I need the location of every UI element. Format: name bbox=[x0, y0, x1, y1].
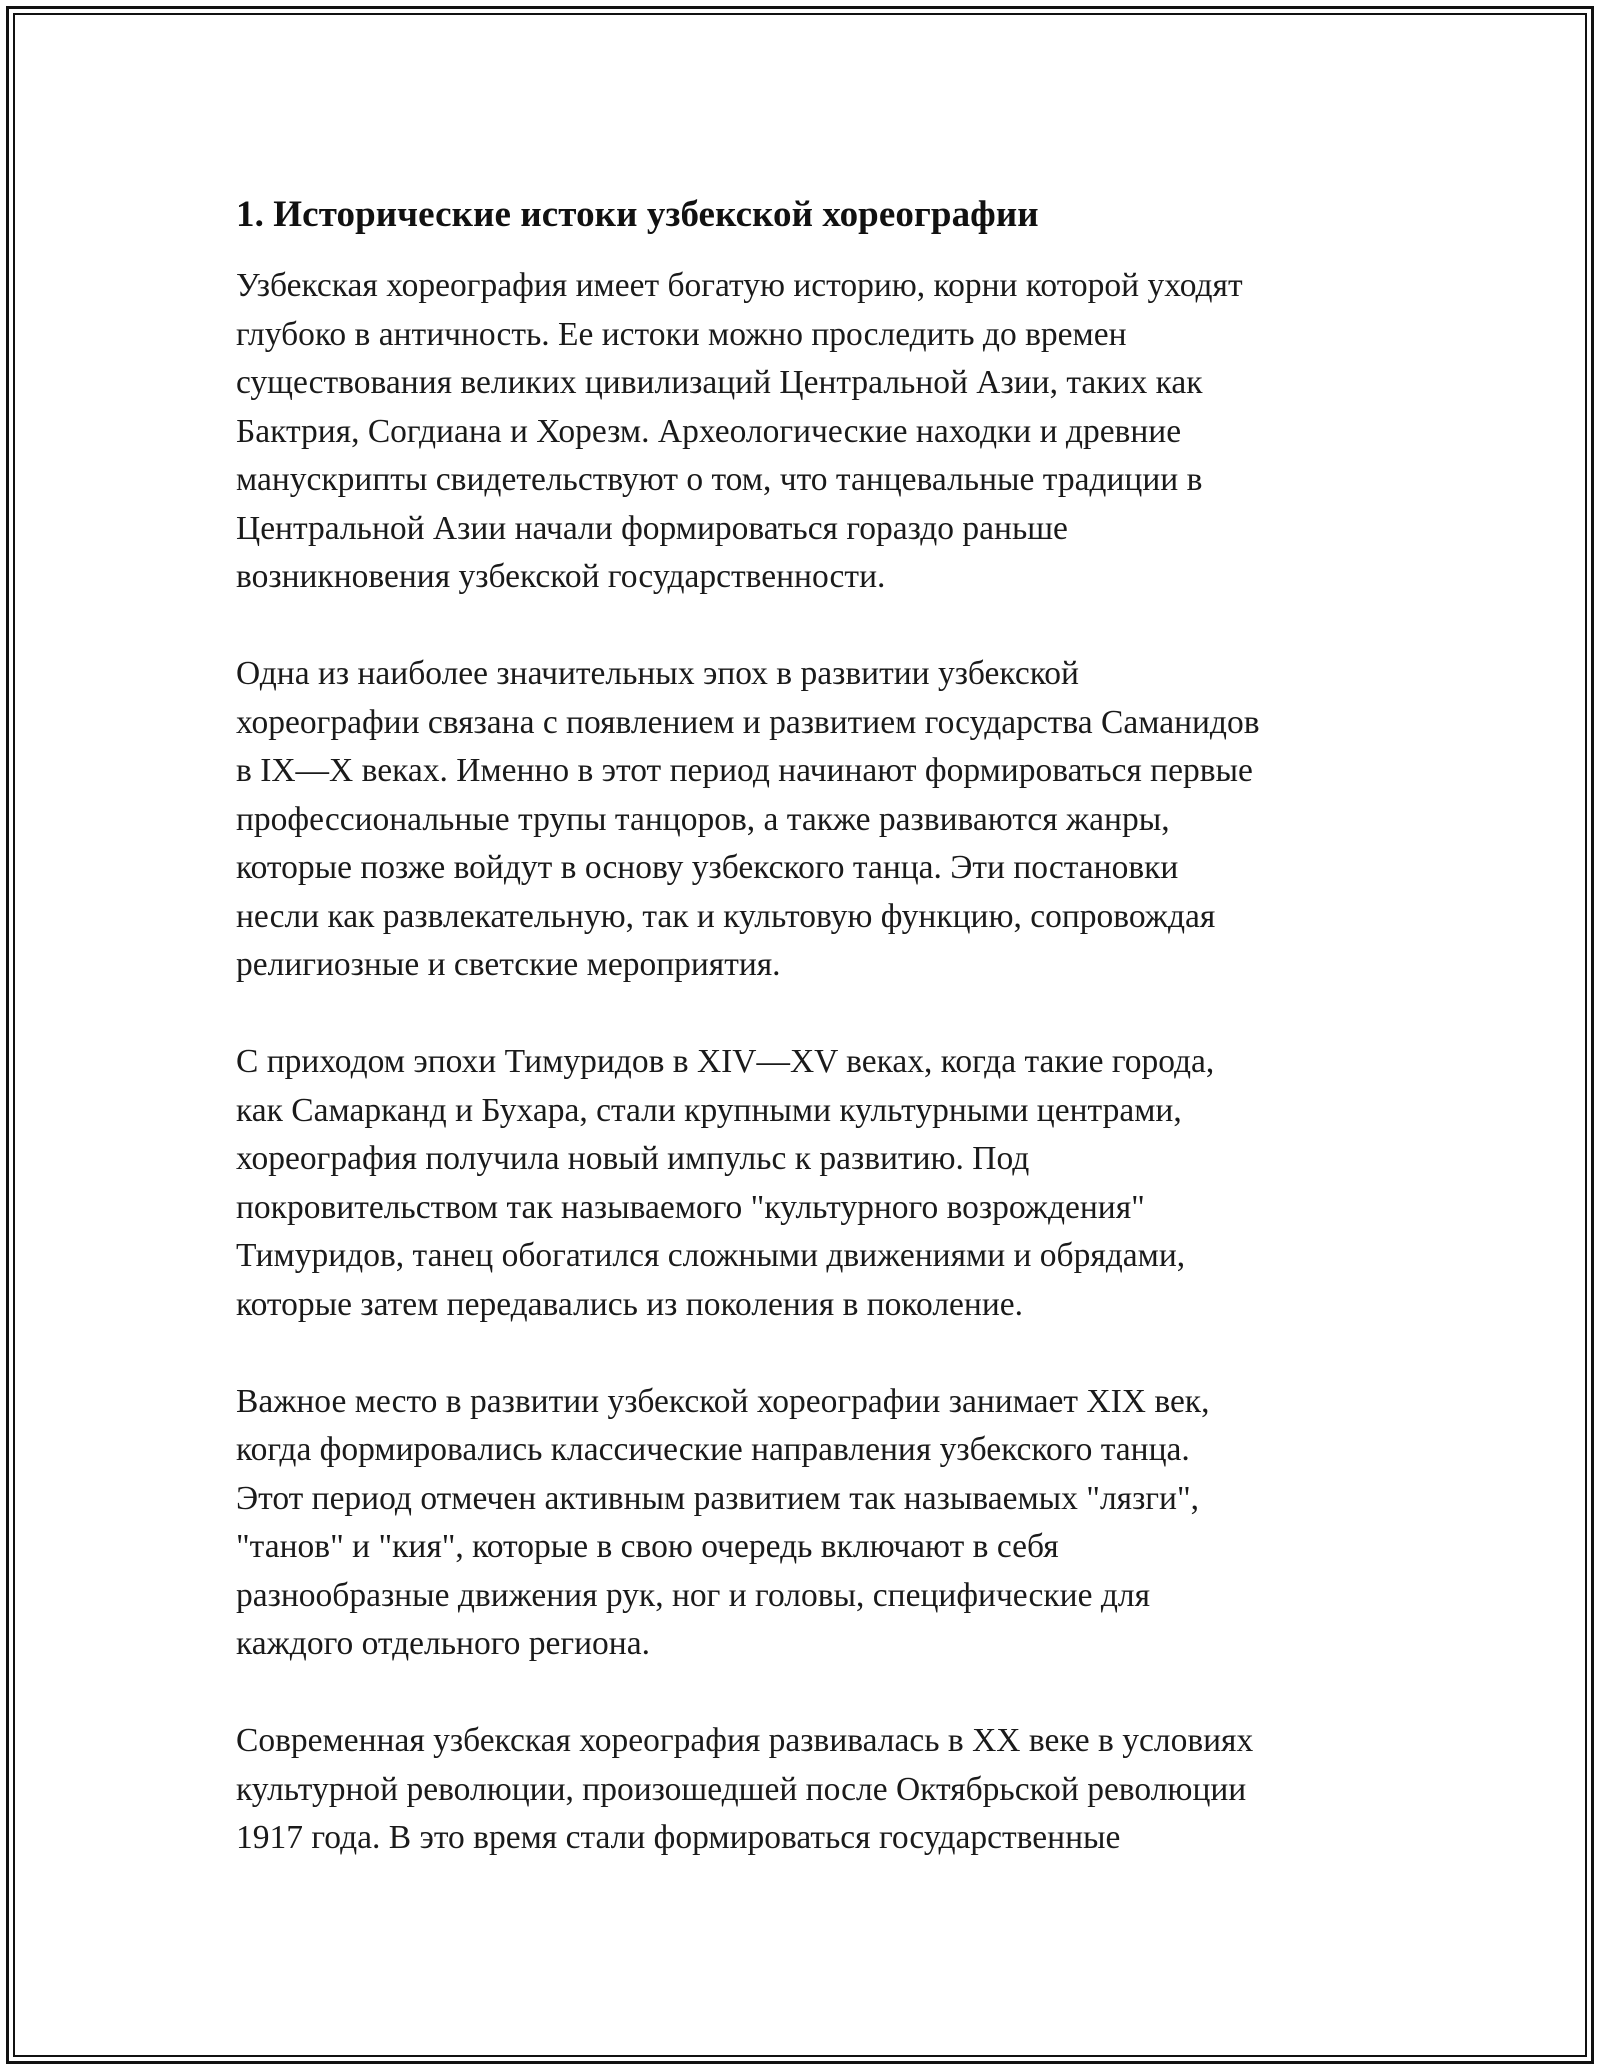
paragraph-line: Центральной Азии начали формироваться гораздо раньше bbox=[236, 509, 1068, 547]
paragraph-line: религиозные и светские мероприятия. bbox=[236, 946, 781, 983]
paragraph-line: хореографии связана с появлением и развитием государства Саманидов bbox=[236, 703, 1260, 741]
paragraph-4 bbox=[236, 1378, 1386, 1669]
paragraph-line: несли как развлекательную, так и культовую функцию, сопровождая bbox=[236, 897, 1216, 935]
paragraph-line: С приходом эпохи Тимуридов в XIV—XV веках, когда такие города, bbox=[236, 1043, 1215, 1080]
paragraph-line: которые позже войдут в основу узбекского танца. Эти постановки bbox=[236, 849, 1179, 886]
paragraph-line: возникновения узбекской государственности. bbox=[236, 558, 886, 595]
paragraph-1 bbox=[236, 262, 1386, 602]
paragraph-line: Важное место в развитии узбекской хореографии занимает XIX век, bbox=[236, 1382, 1210, 1420]
paragraph-line: Современная узбекская хореография развивалась в XX веке в условиях bbox=[236, 1722, 1254, 1759]
paragraph-line: культурной революции, произошедшей после Октябрьской революции bbox=[236, 1770, 1247, 1808]
paragraph-5 bbox=[236, 1717, 1386, 1863]
paragraph-line: манускрипты свидетельствуют о том, что танцевальные традиции в bbox=[236, 461, 1203, 498]
paragraph-line: хореография получила новый импульс к развитию. Под bbox=[236, 1140, 1030, 1177]
paragraph-line: как Самарканд и Бухара, стали крупными культурными центрами, bbox=[236, 1091, 1182, 1129]
paragraph-line: в IX—X веках. Именно в этот период начинают формироваться первые bbox=[236, 752, 1253, 789]
paragraph-3 bbox=[236, 1038, 1386, 1329]
paragraph-line: 1917 года. В это время стали формироваться государственные bbox=[236, 1819, 1121, 1856]
paragraph-line: когда формировались классические направления узбекского танца. bbox=[236, 1431, 1190, 1468]
paragraph-line: глубоко в античность. Ее истоки можно проследить до времен bbox=[236, 315, 1127, 353]
paragraph-line: Узбекская хореография имеет богатую историю, корни которой уходят bbox=[236, 267, 1243, 304]
paragraph-line: Одна из наиболее значительных эпох в развитии узбекской bbox=[236, 655, 1079, 692]
paragraph-line: которые затем передавались из поколения в поколение. bbox=[236, 1285, 1024, 1323]
paragraph-line: разнообразные движения рук, ног и головы, специфические для bbox=[236, 1576, 1150, 1614]
document-body bbox=[236, 190, 1386, 1911]
paragraph-line: "танов" и "кия", которые в свою очередь включают в себя bbox=[236, 1528, 1059, 1565]
paragraph-line: Бактрия, Согдиана и Хорезм. Археологические находки и древние bbox=[236, 412, 1182, 450]
section-heading: 1. Исторические истоки узбекской хореографии bbox=[236, 194, 1039, 235]
paragraph-2 bbox=[236, 650, 1386, 990]
paragraph-line: профессиональные трупы танцоров, а также развиваются жанры, bbox=[236, 800, 1170, 838]
paragraph-line: Тимуридов, танец обогатился сложными движениями и обрядами, bbox=[236, 1237, 1186, 1274]
paragraph-line: каждого отдельного региона. bbox=[236, 1625, 650, 1662]
paragraph-line: покровительством так называемого "культурного возрождения" bbox=[236, 1188, 1145, 1226]
paragraph-line: существования великих цивилизаций Центральной Азии, таких как bbox=[236, 364, 1203, 401]
paragraph-line: Этот период отмечен активным развитием так называемых "лязги", bbox=[236, 1479, 1200, 1517]
